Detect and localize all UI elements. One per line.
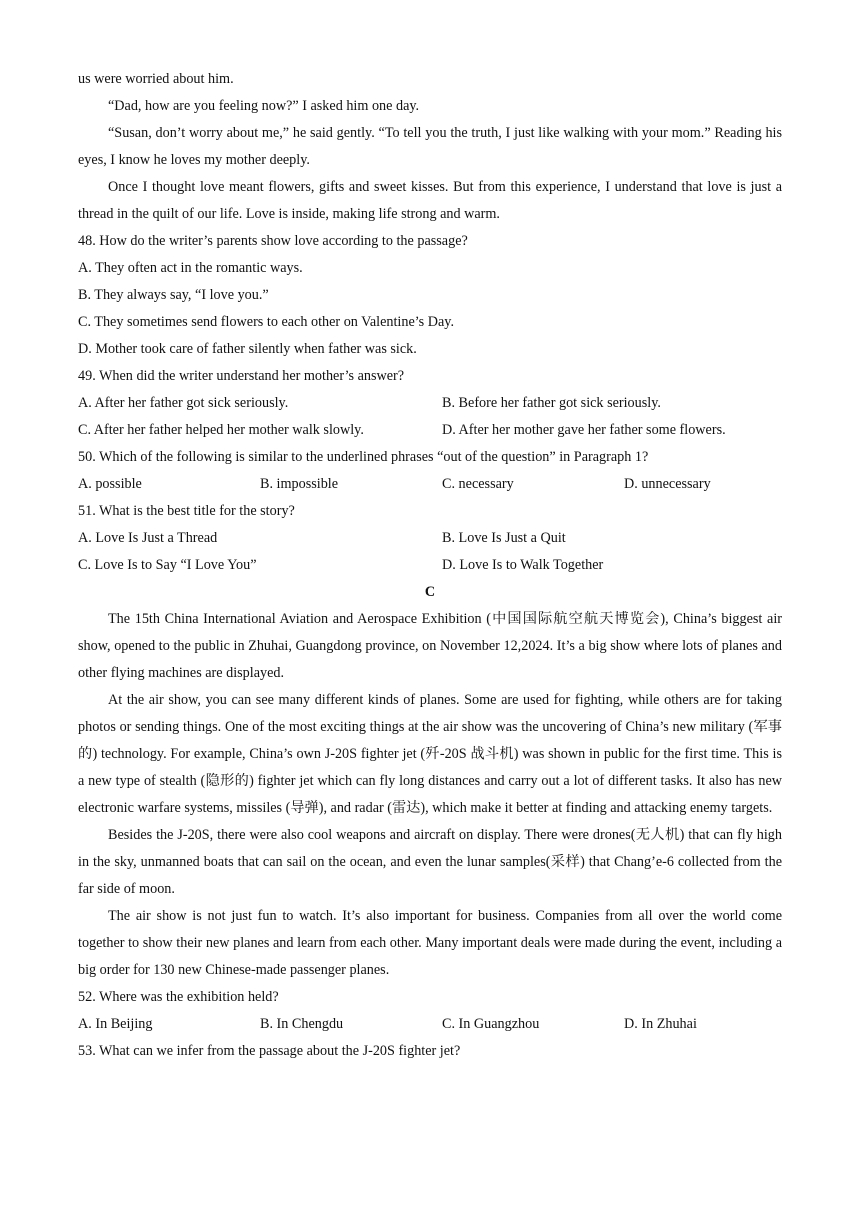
question-49-option-d: D. After her mother gave her father some flowers. [442,422,726,438]
question-49-stem: 49. When did the writer understand her mother’s answer? [78,368,405,384]
passage-c-paragraph: At the air show, you can see many different kinds of planes. Some are used for fighting, while others are for taking photos or sending things. One of the most exciting things at the air show was the uncovering of China’s new military (军事的) technology. For example, China’s own J-20S fighter jet (歼-20S 战斗机) was shown in public for the first time. This is a new type of stealth (隐形的) fighter jet which can fly long distances and carry out a lot of different tasks. It also has new electronic warfare systems, missiles (导弹), and radar (雷达), which make it better at finding and attacking enemy targets. [78,692,782,816]
question-52-option-a: A. In Beijing [78,1016,153,1032]
question-49-option-b: B. Before her father got sick seriously. [442,395,661,411]
page-content [78,66,782,1065]
passage-c-paragraph: Besides the J-20S, there were also cool weapons and aircraft on display. There were drones(无人机) that can fly high in the sky, unmanned boats that can sail on the ocean, and even the lunar samples(采样) that Chang’e-6 collected from the far side of moon. [78,827,782,897]
question-50-option-a: A. possible [78,476,142,492]
section-c-heading: C [424,584,436,600]
question-48-option-c: C. They sometimes send flowers to each other on Valentine’s Day. [78,314,455,330]
passage-c-paragraph: The air show is not just fun to watch. It’s also important for business. Companies from all over the world come together to show their new planes and learn from each other. Many important deals were made during the event, including a big order for 130 new Chinese-made passenger planes. [78,908,782,978]
passage-b-paragraph: Once I thought love meant flowers, gifts and sweet kisses. But from this experience, I understand that love is just a thread in the quilt of our life. Love is inside, making life strong and warm. [78,179,782,222]
question-50-option-c: C. necessary [442,476,514,492]
question-51-option-d: D. Love Is to Walk Together [442,557,604,573]
question-50-option-b: B. impossible [260,476,339,492]
question-51-option-a: A. Love Is Just a Thread [78,530,218,546]
question-48-option-d: D. Mother took care of father silently when father was sick. [78,341,417,357]
passage-b-paragraph: “Susan, don’t worry about me,” he said gently. “To tell you the truth, I just like walking with your mom.” Reading his eyes, I know he loves my mother deeply. [78,125,782,168]
question-50-options [78,471,782,498]
question-51-stem: 51. What is the best title for the story? [78,503,295,519]
question-51-option-c: C. Love Is to Say “I Love You” [78,557,257,573]
question-49-option-a: A. After her father got sick seriously. [78,395,289,411]
question-53-stem: 53. What can we infer from the passage about the J-20S fighter jet? [78,1043,461,1059]
question-52-stem: 52. Where was the exhibition held? [78,989,279,1005]
question-48-stem: 48. How do the writer’s parents show love according to the passage? [78,233,468,249]
question-49-option-c: C. After her father helped her mother walk slowly. [78,422,364,438]
question-52-option-b: B. In Chengdu [260,1016,344,1032]
question-51-options [78,525,782,579]
passage-c-paragraph: The 15th China International Aviation and Aerospace Exhibition (中国国际航空航天博览会), China’s biggest air show, opened to the public in Zhuhai, Guangdong province, on November 12,2024. It’s a big show where lots of planes and other flying machines are displayed. [78,611,782,681]
passage-b-paragraph: “Dad, how are you feeling now?” I asked him one day. [108,98,420,114]
passage-b-paragraph: us were worried about him. [78,71,234,87]
question-49-options [78,390,782,444]
question-50-stem: 50. Which of the following is similar to the underlined phrases “out of the question” in Paragraph 1? [78,449,649,465]
question-48-option-a: A. They often act in the romantic ways. [78,260,303,276]
question-52-options [78,1011,782,1038]
question-50-option-d: D. unnecessary [624,476,711,492]
question-51-option-b: B. Love Is Just a Quit [442,530,566,546]
question-52-option-d: D. In Zhuhai [624,1016,697,1032]
question-52-option-c: C. In Guangzhou [442,1016,540,1032]
question-48-option-b: B. They always say, “I love you.” [78,287,269,303]
